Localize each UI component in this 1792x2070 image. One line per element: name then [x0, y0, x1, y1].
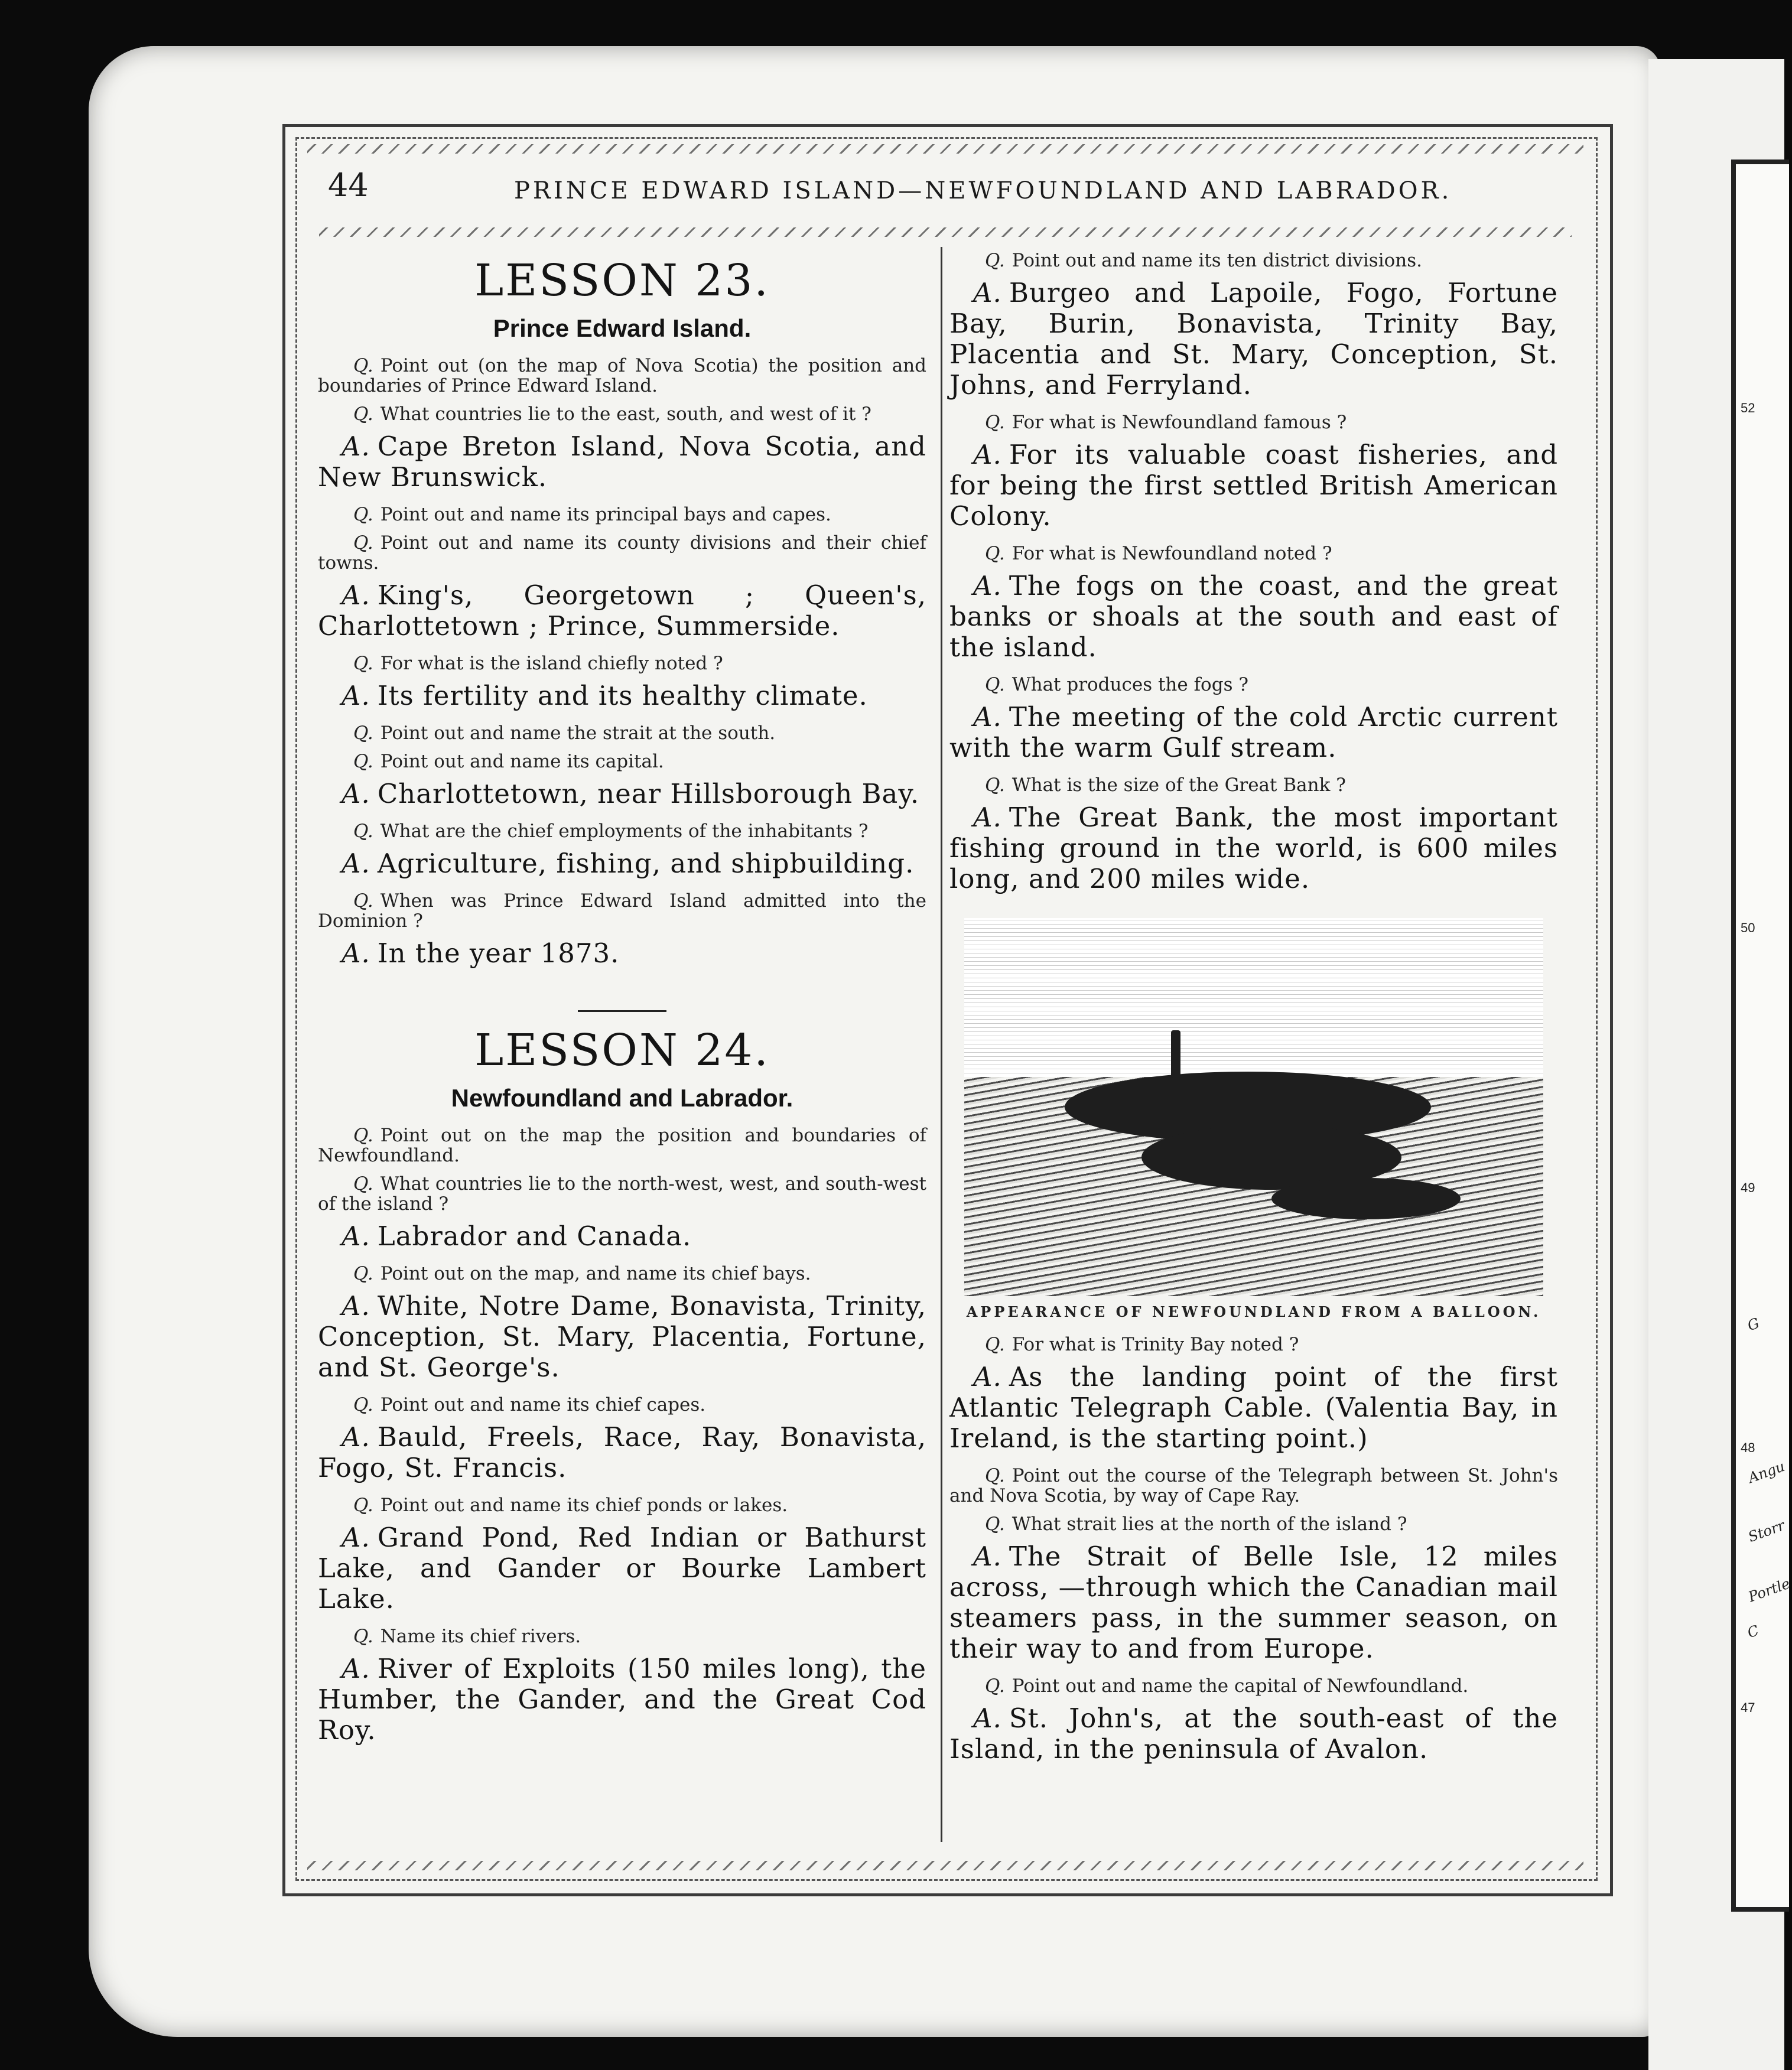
lesson-title: LESSON 23.: [474, 255, 770, 306]
question: [318, 505, 926, 525]
question-text: Point out and name the capital of Newfoundland.: [1012, 1675, 1469, 1697]
answer-label: A.: [342, 431, 370, 462]
question: [318, 653, 926, 673]
lesson-23-qa-list: [318, 356, 926, 969]
answer: [949, 1362, 1558, 1454]
question: [949, 250, 1558, 271]
question-text: Name its chief rivers.: [380, 1626, 581, 1647]
answer-label: A.: [973, 701, 1002, 733]
question-label: Q.: [353, 532, 373, 554]
right-bottom-qa-list: [949, 1335, 1558, 1765]
engraving-smoke: [1171, 1030, 1180, 1078]
answer-text: The fogs on the coast, and the great banks or shoals at the south and east of the island.: [949, 570, 1558, 663]
question: [949, 412, 1558, 432]
answer: [318, 1422, 926, 1483]
answer: [318, 848, 926, 879]
answer-text: St. John's, at the south-east of the Island, in the peninsula of Avalon.: [949, 1703, 1558, 1765]
question-text: Point out on the map, and name its chief bays.: [380, 1263, 811, 1284]
answer-text: The Strait of Belle Isle, 12 miles across, —through which the Canadian mail steamers pass, in the summer season, on their way to and from Europe.: [949, 1541, 1558, 1664]
question-text: Point out the course of the Telegraph between St. John's and Nova Scotia, by way of Cape Ray.: [949, 1465, 1558, 1506]
question-text: When was Prince Edward Island admitted into the Dominion ?: [318, 890, 926, 932]
answer-label: A.: [342, 1522, 370, 1553]
question: [318, 723, 926, 743]
answer: [318, 1654, 926, 1746]
right-top-qa-list: [949, 250, 1558, 894]
question-text: What is the size of the Great Bank ?: [1012, 774, 1346, 796]
answer: [318, 431, 926, 493]
question-label: Q.: [985, 250, 1005, 271]
map-place-fragment: Storr: [1746, 1516, 1787, 1546]
lesson-subtitle: Prince Edward Island.: [493, 314, 752, 342]
map-place-fragment: G: [1745, 1314, 1762, 1335]
answer-label: A.: [342, 580, 370, 611]
answer-text: Cape Breton Island, Nova Scotia, and New Brunswick.: [318, 431, 926, 493]
question: [318, 1125, 926, 1166]
question: [318, 1395, 926, 1415]
answer: [949, 440, 1558, 532]
latitude-label: 49: [1741, 1180, 1755, 1195]
answer: [318, 1522, 926, 1615]
question-label: Q.: [985, 543, 1005, 564]
question-text: For what is the island chiefly noted ?: [380, 653, 723, 674]
question-label: Q.: [353, 504, 373, 525]
question-label: Q.: [353, 1626, 373, 1647]
question-text: What are the chief employments of the inhabitants ?: [380, 821, 869, 842]
answer-text: The meeting of the cold Arctic current with the warm Gulf stream.: [949, 701, 1558, 763]
answer-label: A.: [342, 938, 370, 969]
answer: [318, 681, 926, 711]
question-text: For what is Newfoundland noted ?: [1012, 543, 1332, 564]
answer: [318, 1221, 926, 1252]
answer-text: Labrador and Canada.: [377, 1220, 692, 1252]
question-text: What strait lies at the north of the island ?: [1012, 1514, 1407, 1535]
answer-text: In the year 1873.: [377, 938, 620, 969]
answer-label: A.: [973, 1703, 1002, 1734]
question-text: Point out and name its chief capes.: [380, 1394, 706, 1415]
answer-text: King's, Georgetown ; Queen's, Charlottetown ; Prince, Summerside.: [318, 580, 926, 642]
answer: [949, 571, 1558, 663]
answer-text: White, Notre Dame, Bonavista, Trinity, Conception, St. Mary, Placentia, Fortune, and St. George's.: [318, 1290, 926, 1383]
question-text: For what is Newfoundland famous ?: [1012, 412, 1347, 433]
question: [949, 1514, 1558, 1534]
answer-label: A.: [973, 570, 1002, 601]
answer: [318, 1291, 926, 1383]
answer: [318, 779, 926, 809]
answer-label: A.: [342, 778, 370, 809]
question-label: Q.: [353, 653, 373, 674]
question-label: Q.: [353, 355, 373, 376]
question: [318, 533, 926, 573]
question-label: Q.: [353, 403, 373, 425]
question-text: For what is Trinity Bay noted ?: [1012, 1334, 1299, 1355]
question-text: Point out and name its principal bays and capes.: [380, 504, 831, 525]
question-text: Point out on the map the position and boundaries of Newfoundland.: [318, 1125, 926, 1166]
answer-label: A.: [973, 439, 1002, 470]
question-label: Q.: [353, 1394, 373, 1415]
answer: [949, 1541, 1558, 1664]
answer-text: As the landing point of the first Atlantic Telegraph Cable. (Valentia Bay, in Ireland, is the starting point.): [949, 1361, 1558, 1454]
question-label: Q.: [353, 1495, 373, 1516]
answer-text: Its fertility and its healthy climate.: [377, 680, 868, 711]
question: [949, 1466, 1558, 1506]
question-label: Q.: [353, 751, 373, 772]
answer-text: Grand Pond, Red Indian or Bathurst Lake, and Gander or Bourke Lambert Lake.: [318, 1522, 926, 1615]
answer-label: A.: [342, 680, 370, 711]
question-label: Q.: [353, 1173, 373, 1195]
question: [949, 1335, 1558, 1355]
section-rule: [578, 1010, 666, 1012]
question: [318, 1626, 926, 1646]
running-head: PRINCE EDWARD ISLAND—NEWFOUNDLAND AND LABRADOR.: [514, 177, 1452, 204]
answer-text: River of Exploits (150 miles long), the Humber, the Gander, and the Great Cod Roy.: [318, 1653, 926, 1746]
question: [318, 821, 926, 841]
answer-text: For its valuable coast fisheries, and for being the first settled British American Colony.: [949, 439, 1558, 532]
map-place-fragment: C: [1745, 1622, 1761, 1642]
answer-label: A.: [342, 848, 370, 879]
page-number: 44: [328, 167, 369, 204]
right-column: [949, 242, 1558, 1776]
answer: [318, 938, 926, 969]
map-place-fragment: Angu: [1746, 1457, 1787, 1487]
answer-label: A.: [973, 1541, 1002, 1572]
border-ornament-top: [307, 144, 1583, 154]
illustration-caption: APPEARANCE OF NEWFOUNDLAND FROM A BALLOON.: [966, 1303, 1541, 1320]
newfoundland-engraving: [964, 918, 1543, 1296]
left-column: [318, 242, 926, 1757]
answer-label: A.: [342, 1220, 370, 1252]
answer-label: A.: [973, 802, 1002, 833]
latitude-label: 50: [1741, 920, 1755, 935]
latitude-label: 48: [1741, 1440, 1755, 1455]
question-label: Q.: [353, 1125, 373, 1146]
adjacent-map-strip: [1731, 160, 1792, 1912]
map-place-fragment: Portle: [1746, 1575, 1792, 1606]
question-text: Point out and name its chief ponds or lakes.: [380, 1495, 788, 1516]
question-label: Q.: [985, 1675, 1005, 1697]
question-text: What countries lie to the north-west, west, and south-west of the island ?: [318, 1173, 926, 1215]
question-label: Q.: [353, 821, 373, 842]
question-label: Q.: [985, 674, 1005, 695]
question-label: Q.: [985, 1334, 1005, 1355]
answer: [949, 802, 1558, 894]
answer-text: Bauld, Freels, Race, Ray, Bonavista, Fogo, St. Francis.: [318, 1421, 926, 1483]
answer-label: A.: [973, 1361, 1002, 1392]
question-label: Q.: [985, 1514, 1005, 1535]
lesson-title: LESSON 24.: [474, 1025, 770, 1076]
answer-label: A.: [342, 1653, 370, 1684]
answer-label: A.: [973, 277, 1002, 308]
question-label: Q.: [985, 1465, 1005, 1486]
lesson-subtitle: Newfoundland and Labrador.: [451, 1084, 793, 1112]
question: [318, 356, 926, 396]
question-label: Q.: [353, 890, 373, 912]
question-text: Point out and name the strait at the south.: [380, 722, 776, 744]
question: [318, 1174, 926, 1214]
question: [318, 404, 926, 424]
question-label: Q.: [353, 722, 373, 744]
answer-text: Burgeo and Lapoile, Fogo, Fortune Bay, Burin, Bonavista, Trinity Bay, Placentia and St. Mary, Conception, St. Johns, and Ferryland.: [949, 277, 1558, 401]
border-ornament-bottom: [307, 1861, 1583, 1870]
question-text: Point out and name its county divisions and their chief towns.: [318, 532, 926, 574]
question-label: Q.: [353, 1263, 373, 1284]
engraving-sky: [964, 918, 1543, 1077]
answer-text: Agriculture, fishing, and shipbuilding.: [377, 848, 915, 879]
question: [318, 1495, 926, 1515]
question-text: What countries lie to the east, south, and west of it ?: [380, 403, 871, 425]
latitude-label: 47: [1741, 1700, 1755, 1715]
question: [318, 1264, 926, 1284]
question: [949, 675, 1558, 695]
question-label: Q.: [985, 412, 1005, 433]
column-divider: [941, 247, 942, 1842]
answer-label: A.: [342, 1421, 370, 1453]
answer-label: A.: [342, 1290, 370, 1322]
answer: [949, 1703, 1558, 1765]
question: [318, 751, 926, 772]
question-label: Q.: [985, 774, 1005, 796]
lesson-24-qa-list: [318, 1125, 926, 1746]
answer: [949, 702, 1558, 763]
question: [949, 1676, 1558, 1696]
question: [318, 891, 926, 931]
question-text: Point out and name its capital.: [380, 751, 664, 772]
engraving-island: [1271, 1178, 1461, 1219]
question: [949, 775, 1558, 795]
answer-text: Charlottetown, near Hillsborough Bay.: [377, 778, 920, 809]
answer-text: The Great Bank, the most important fishing ground in the world, is 600 miles long, and 200 miles wide.: [949, 802, 1558, 894]
question: [949, 543, 1558, 564]
header-ornament-rule: [319, 227, 1572, 237]
question-text: What produces the fogs ?: [1012, 674, 1248, 695]
answer: [318, 580, 926, 642]
latitude-label: 52: [1741, 401, 1755, 415]
question-text: Point out and name its ten district divisions.: [1012, 250, 1423, 271]
question-text: Point out (on the map of Nova Scotia) the position and boundaries of Prince Edward Island.: [318, 355, 926, 396]
answer: [949, 278, 1558, 401]
